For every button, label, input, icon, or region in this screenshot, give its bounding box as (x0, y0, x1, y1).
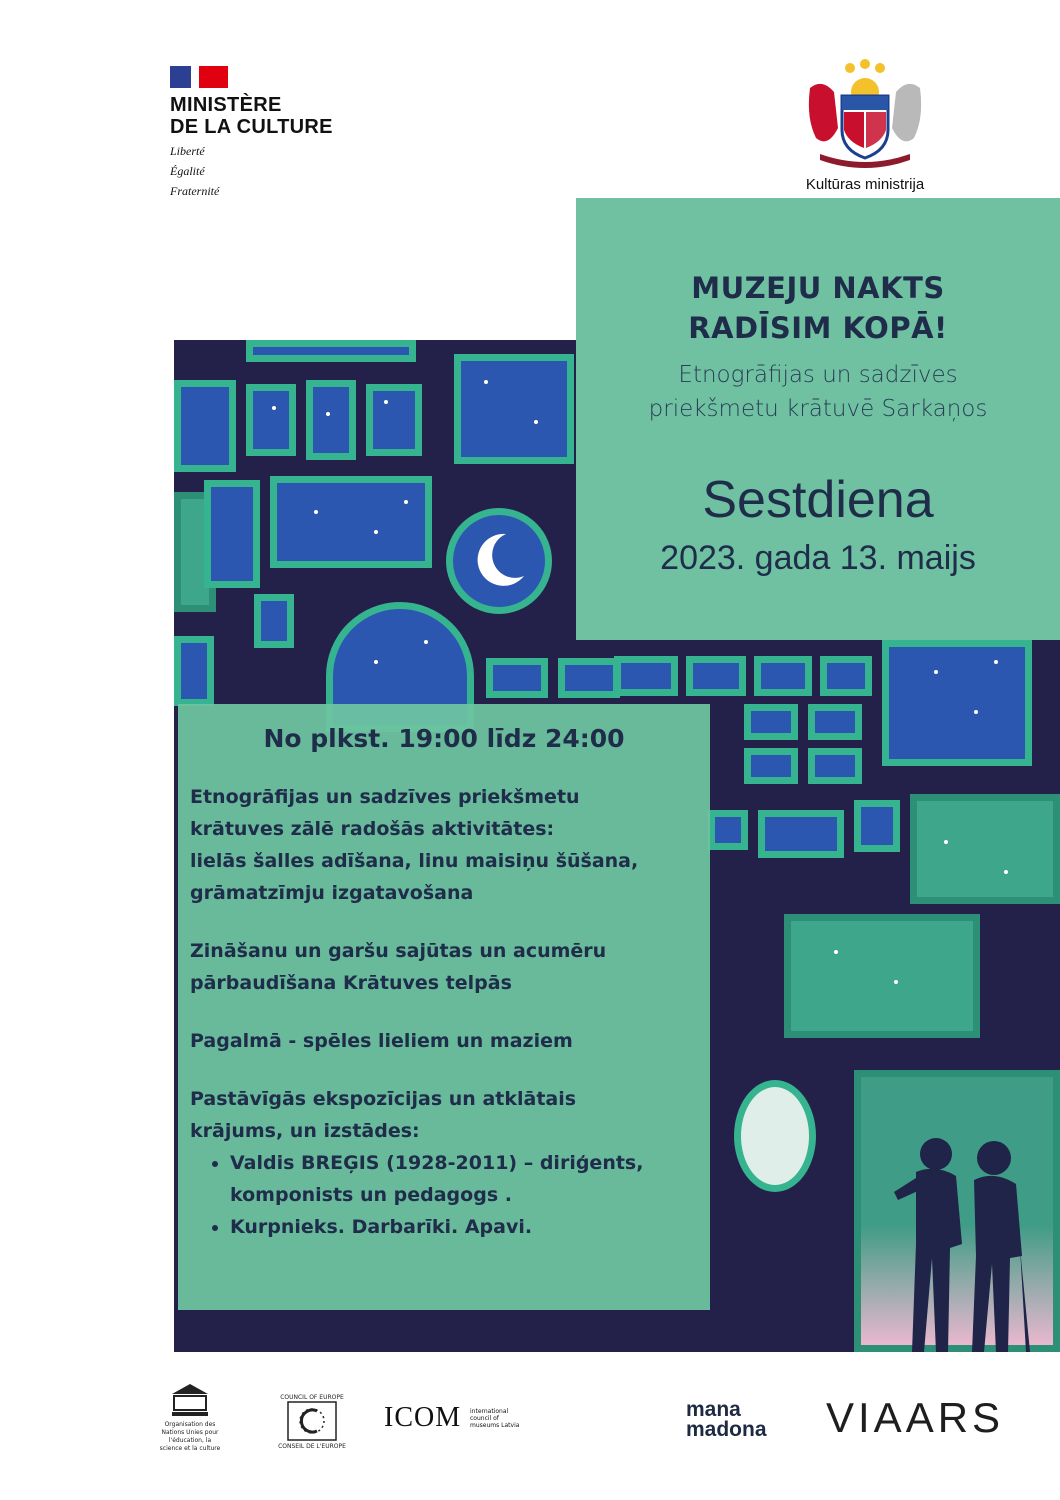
window-frame (820, 656, 872, 696)
program-line: krājums, un izstādes: (190, 1120, 420, 1142)
list-item (230, 1147, 698, 1211)
window-frame (808, 704, 862, 740)
council-of-europe-emblem-icon (287, 1401, 337, 1441)
window-frame (254, 594, 294, 648)
oval-mirror-frame (734, 1080, 816, 1192)
madona-logo-line2: madona (686, 1418, 767, 1441)
event-day: Sestdiena (702, 471, 934, 529)
lv-ministry-caption: Kultūras ministrija (805, 176, 925, 193)
window-frame (246, 340, 416, 362)
program-line: pārbaudīšana Krātuves telpās (190, 972, 512, 994)
window-frame (174, 380, 236, 472)
window-frame (246, 384, 296, 456)
star-dot (404, 500, 408, 504)
window-frame (744, 704, 798, 740)
window-frame (910, 794, 1060, 904)
people-illustration (880, 1128, 1050, 1352)
window-frame (486, 658, 548, 698)
window-frame (174, 636, 214, 706)
star-dot (894, 980, 898, 984)
window-frame (882, 640, 1032, 766)
unesco-caption: Organisation des Nations Unies pour l'éducation, la science et la culture (159, 1421, 221, 1452)
list-item-line: komponists un pedagogs . (230, 1184, 512, 1206)
fr-ministry-name-line1: MINISTÈRE (170, 94, 282, 116)
window-frame (614, 656, 678, 696)
window-frame (744, 748, 798, 784)
star-dot (374, 530, 378, 534)
exhibition-list (190, 1147, 698, 1243)
window-frame (366, 384, 422, 456)
star-dot (534, 420, 538, 424)
latvia-coat-of-arms-icon (800, 58, 930, 168)
star-dot (272, 406, 276, 410)
icom-logo-text: ICOM (384, 1402, 462, 1433)
window-frame (708, 810, 748, 850)
event-time: No plkst. 19:00 līdz 24:00 (263, 724, 625, 753)
star-dot (834, 950, 838, 954)
star-dot (384, 400, 388, 404)
coe-caption-bottom: CONSEIL DE L'EUROPE (278, 1443, 346, 1450)
star-dot (484, 380, 488, 384)
fr-ministry-name-line2: DE LA CULTURE (170, 116, 333, 138)
event-title-panel (576, 198, 1060, 640)
list-item-line: • Valdis BREĢIS (1928-2011) – diriģents, (230, 1152, 644, 1174)
window-frame (454, 354, 574, 464)
window-frame (686, 656, 746, 696)
program-paragraph-exhibitions (190, 1083, 698, 1147)
program-line: Pastāvīgās ekspozīcijas un atklātais (190, 1088, 577, 1110)
unesco-logo (158, 1382, 222, 1453)
unesco-temple-icon (170, 1382, 210, 1418)
program-paragraph-tasting (190, 935, 698, 999)
window-frame (558, 658, 620, 698)
window-frame (306, 380, 356, 460)
program-line: Zināšanu un garšu sajūtas un acumēru (190, 940, 607, 962)
latvian-ministry-logo (780, 58, 950, 193)
star-dot (974, 710, 978, 714)
french-flag-icon (170, 66, 228, 88)
fr-motto-liberte: Liberté (170, 144, 205, 158)
window-frame (754, 656, 812, 696)
crescent-moon-icon (476, 532, 526, 588)
program-paragraph-workshops (190, 781, 698, 909)
star-dot (944, 840, 948, 844)
program-line: Pagalmā - spēles lieliem un maziem (190, 1030, 573, 1052)
program-line: krātuves zālē radošās aktivitātes: (190, 818, 555, 840)
program-line: Etnogrāfijas un sadzīves priekšmetu (190, 786, 580, 808)
star-dot (1004, 870, 1008, 874)
french-ministry-logo (170, 66, 390, 198)
event-date: 2023. gada 13. maijs (660, 539, 976, 577)
window-frame (270, 476, 432, 568)
star-dot (374, 660, 378, 664)
window-frame (784, 914, 980, 1038)
window-frame (204, 480, 260, 588)
program-panel (178, 704, 710, 1310)
coe-caption-top: COUNCIL OF EUROPE (280, 1394, 344, 1401)
viaars-logo: VIAARS (826, 1394, 1005, 1441)
fr-motto-fraternite: Fraternité (170, 184, 220, 198)
program-line: grāmatzīmju izgatavošana (190, 882, 474, 904)
program-line: lielās šalles adīšana, linu maisiņu šūšana, (190, 850, 639, 872)
star-dot (934, 670, 938, 674)
star-dot (326, 412, 330, 416)
list-item: • Kurpnieks. Darbarīki. Apavi. (230, 1211, 698, 1243)
event-title-line2: RADĪSIM KOPĀ! (688, 311, 948, 345)
window-frame (854, 800, 900, 852)
window-frame (808, 748, 862, 784)
event-subtitle-line2: priekšmetu krātuvē Sarkaņos (648, 396, 988, 422)
event-subtitle-line1: Etnogrāfijas un sadzīves (678, 362, 958, 388)
icom-caption: international council of museums Latvia (470, 1408, 520, 1429)
star-dot (314, 510, 318, 514)
madona-logo-line1: mana (686, 1398, 741, 1421)
program-paragraph-games (190, 1025, 698, 1057)
fr-motto-egalite: Égalité (170, 164, 205, 178)
star-dot (424, 640, 428, 644)
star-dot (994, 660, 998, 664)
event-title-line1: MUZEJU NAKTS (691, 271, 945, 305)
window-frame (758, 810, 844, 858)
council-of-europe-logo (278, 1394, 346, 1450)
mana-madona-logo (686, 1400, 767, 1440)
